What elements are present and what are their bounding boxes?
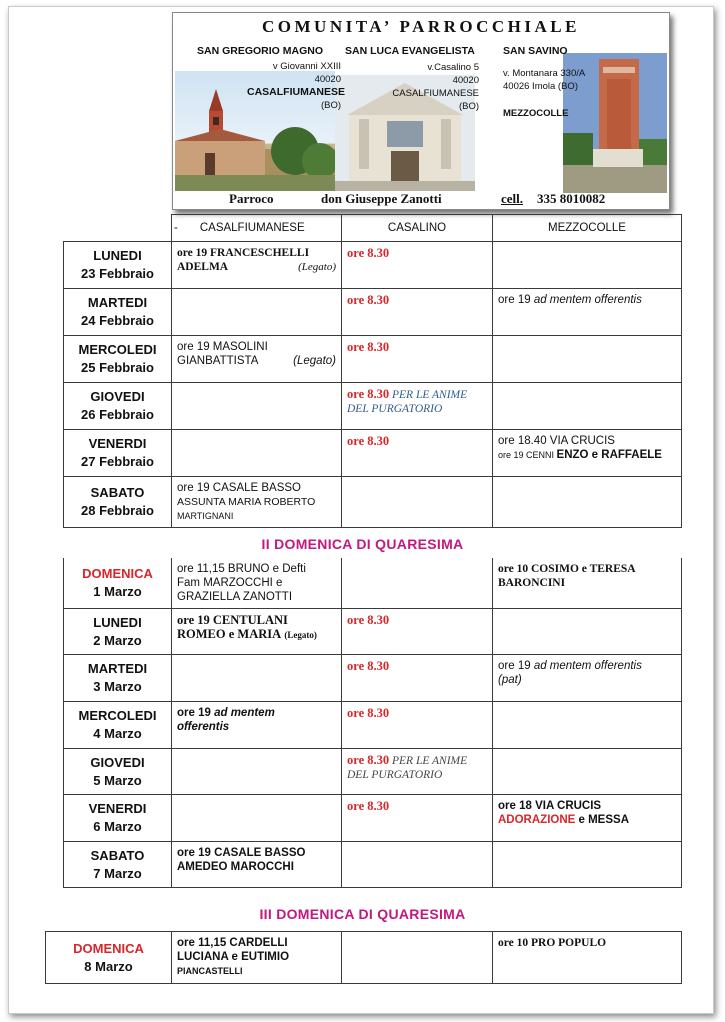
mass-intention: PER LE ANIME [389, 755, 468, 767]
day-cell [64, 430, 172, 477]
legato-note: (Legato) [293, 355, 336, 367]
casalfiumanese-cell [172, 289, 342, 336]
mass-text: MARTIGNANI [177, 511, 234, 521]
day-name: GIOVEDI [90, 754, 145, 770]
header-mezzocolle: MEZZOCOLLE [493, 215, 682, 242]
header-blank-cell [64, 215, 172, 242]
mass-text: ore 19 FRANCESCHELLI [177, 247, 310, 259]
day-cell [64, 609, 172, 655]
mass-text: ore 19 CASALE BASSO [177, 482, 302, 494]
day-name: LUNEDI [93, 614, 142, 630]
casalino-cell [342, 477, 493, 528]
day-name: MARTEDI [87, 295, 148, 310]
header-casalfiumanese [172, 215, 342, 242]
casalino-cell [342, 795, 493, 842]
day-date: 27 Febbraio [81, 454, 154, 469]
mezzocolle-cell [493, 842, 682, 888]
address-line: MEZZOCOLLE [503, 108, 569, 119]
mass-time: ore 19 [177, 707, 215, 719]
casalino-cell [342, 289, 493, 336]
mezzocolle-cell [493, 702, 682, 749]
address-line: (BO) [320, 100, 341, 111]
table-row [64, 430, 682, 477]
mezzocolle-cell [493, 609, 682, 655]
mass-text: ore 11,15 CARDELLI [177, 937, 288, 949]
day-date: 25 Febbraio [81, 360, 154, 375]
church-name-san-luca: SAN LUCA EVANGELISTA [345, 45, 475, 57]
address-line: v. Montanara 330/A [503, 68, 586, 79]
day-name: MERCOLEDI [78, 708, 157, 723]
parroco-name: don Giuseppe Zanotti [321, 191, 442, 206]
day-cell [64, 795, 172, 842]
day-date: 1 Marzo [93, 584, 142, 599]
day-name: DOMENICA [73, 940, 144, 956]
address-line: CASALFIUMANESE [392, 88, 479, 99]
address-line: (BO) [458, 101, 479, 112]
casalfiumanese-cell [172, 477, 342, 528]
church-name-san-savino: SAN SAVINO [503, 45, 568, 57]
mass-time: ore 8.30 [347, 753, 390, 767]
casalfiumanese-cell [172, 242, 342, 289]
mass-text: GRAZIELLA ZANOTTI [177, 591, 293, 603]
day-name: DOMENICA [82, 566, 153, 581]
address-line: 40026 Imola (BO) [503, 81, 578, 92]
mass-text: ore 19 CASALE BASSO [177, 847, 306, 859]
mass-intention: DEL PURGATORIO [347, 769, 443, 781]
day-name: VENERDI [88, 801, 147, 816]
address-line: v.Casalino 5 [427, 62, 479, 73]
header-title: COMUNITA’ PARROCCHIALE [262, 17, 580, 36]
section-title-ii-domenica: II DOMENICA DI QUARESIMA [261, 536, 464, 552]
mass-time: ore 8.30 [347, 659, 390, 673]
table-row [64, 336, 682, 383]
day-date: 24 Febbraio [81, 313, 154, 328]
mass-time: ore 8.30 [347, 613, 390, 627]
table-row-sunday [64, 558, 682, 609]
mass-text: ENZO e RAFFAELE [556, 449, 662, 461]
mass-text: e MESSA [575, 814, 629, 826]
header-dash: - [174, 222, 178, 234]
casalino-cell [342, 702, 493, 749]
casalfiumanese-cell [172, 795, 342, 842]
mass-time: ore 8.30 [347, 293, 390, 307]
casalino-cell [342, 932, 493, 984]
day-name: SABATO [90, 485, 145, 500]
day-cell [64, 558, 172, 609]
table-row [64, 477, 682, 528]
day-date: 2 Marzo [93, 632, 142, 648]
mezzocolle-cell [493, 430, 682, 477]
casalfiumanese-cell [172, 430, 342, 477]
mezzocolle-cell [493, 383, 682, 430]
day-name: SABATO [90, 847, 145, 863]
table-row [64, 609, 682, 655]
mass-time: ore 19 [498, 660, 534, 672]
day-date: 5 Marzo [93, 772, 142, 788]
table-row [64, 749, 682, 795]
address-line: CASALFIUMANESE [247, 86, 346, 98]
legato-note: (Legato) [298, 261, 336, 273]
casalino-cell [342, 336, 493, 383]
table-row [64, 383, 682, 430]
mass-time: ore 19 [498, 294, 534, 306]
day-date: 4 Marzo [93, 726, 142, 741]
mezzocolle-cell [493, 749, 682, 795]
mass-intention: offerentis [177, 721, 230, 733]
mass-text: LUCIANA e EUTIMIO [177, 951, 290, 963]
casalino-cell [342, 383, 493, 430]
day-date: 23 Febbraio [81, 266, 154, 281]
mass-time: ore 8.30 [347, 246, 390, 260]
casalino-cell [342, 749, 493, 795]
day-cell [64, 289, 172, 336]
mass-intention: PER LE ANIME [389, 389, 468, 401]
parroco-label: Parroco [229, 191, 274, 206]
mass-text: ore 19 CENNI [498, 450, 557, 460]
day-cell [64, 477, 172, 528]
day-date: 6 Marzo [93, 819, 142, 834]
mass-intention: (pat) [498, 674, 522, 686]
section-title-iii-domenica: III DOMENICA DI QUARESIMA [259, 906, 466, 922]
legato-note: (Legato) [284, 630, 317, 640]
day-cell [46, 932, 172, 984]
casalfiumanese-cell [172, 842, 342, 888]
mezzocolle-cell [493, 795, 682, 842]
mezzocolle-cell [493, 558, 682, 609]
mass-text: ADORAZIONE [498, 814, 576, 826]
address-san-gregorio [247, 60, 346, 112]
casalfiumanese-cell [172, 558, 342, 609]
mass-text: Fam MARZOCCHI e [177, 577, 283, 589]
parroco-line [173, 189, 669, 211]
day-cell [64, 336, 172, 383]
mass-intention: DEL PURGATORIO [347, 403, 443, 415]
mass-time: ore 8.30 [347, 799, 390, 813]
mass-time: ore 8.30 [347, 706, 390, 720]
mezzocolle-cell [493, 242, 682, 289]
cell-number: 335 8010082 [537, 191, 606, 206]
day-date: 8 Marzo [84, 958, 133, 974]
casalino-cell [342, 609, 493, 655]
mass-intention: ad mentem offerentis [533, 660, 642, 672]
table-row [64, 289, 682, 336]
day-cell [64, 242, 172, 289]
day-cell [64, 655, 172, 702]
mass-time: ore 8.30 [347, 387, 390, 401]
casalfiumanese-cell [172, 702, 342, 749]
table-row [64, 655, 682, 702]
casalino-cell [342, 558, 493, 609]
mass-intention: ad mentem [214, 707, 275, 719]
table-row [64, 842, 682, 888]
day-name: VENERDI [88, 436, 147, 451]
mass-text: ore 10 COSIMO e TERESA [498, 563, 636, 575]
day-date: 3 Marzo [93, 679, 142, 694]
day-date: 7 Marzo [93, 865, 142, 881]
schedule-table-week-2 [63, 558, 682, 888]
casalfiumanese-cell [172, 609, 342, 655]
mass-text: GIANBATTISTA [177, 355, 259, 367]
address-san-luca [383, 61, 479, 113]
mass-text: ore 11,15 BRUNO e Defti [177, 563, 306, 575]
mass-text: ROMEO e MARIA [177, 627, 282, 641]
casalfiumanese-cell [172, 655, 342, 702]
day-cell [64, 383, 172, 430]
day-name: MERCOLEDI [78, 342, 157, 357]
day-name: LUNEDI [93, 248, 142, 263]
table-row [64, 242, 682, 289]
table-row-sunday [46, 932, 682, 984]
mezzocolle-cell [493, 932, 682, 984]
mezzocolle-cell [493, 289, 682, 336]
day-date: 28 Febbraio [81, 503, 154, 518]
schedule-table-sunday [45, 931, 682, 984]
casalfiumanese-cell [172, 336, 342, 383]
mass-text: ore 18 VIA CRUCIS [498, 800, 602, 812]
day-date: 26 Febbraio [81, 407, 154, 422]
mass-text: ASSUNTA MARIA ROBERTO [177, 496, 316, 508]
church-name-san-gregorio: SAN GREGORIO MAGNO [197, 45, 324, 57]
casalino-cell [342, 842, 493, 888]
header-casalino: CASALINO [342, 215, 493, 242]
mass-text: AMEDEO MAROCCHI [177, 861, 294, 873]
casalfiumanese-cell [172, 383, 342, 430]
casalino-cell [342, 242, 493, 289]
address-line: 40020 [452, 75, 479, 86]
mass-text: ore 19 CENTULANI [177, 613, 288, 627]
mass-time: ore 8.30 [347, 340, 390, 354]
casalfiumanese-cell [172, 749, 342, 795]
cell-label: cell. [501, 191, 524, 206]
mass-text: ore 19 MASOLINI [177, 341, 268, 353]
day-cell [64, 702, 172, 749]
day-cell [64, 749, 172, 795]
table-row [64, 795, 682, 842]
mass-text: PIANCASTELLI [177, 966, 243, 976]
mass-text: ADELMA [177, 261, 229, 273]
mass-time: ore 8.30 [347, 434, 390, 448]
address-line: 40020 [314, 74, 341, 85]
day-name: MARTEDI [87, 661, 148, 676]
parish-header [172, 12, 670, 210]
header-casalfiumanese-label: CASALFIUMANESE [199, 222, 305, 234]
mass-text: ore 10 PRO POPULO [498, 937, 607, 949]
table-row [64, 702, 682, 749]
address-san-savino [503, 67, 585, 120]
day-cell [64, 842, 172, 888]
schedule-table-week-1 [63, 214, 682, 528]
table-header-row [64, 215, 682, 242]
day-name: GIOVEDI [90, 389, 145, 404]
mezzocolle-cell [493, 655, 682, 702]
mezzocolle-cell [493, 477, 682, 528]
mass-intention: ad mentem offerentis [533, 294, 642, 306]
casalfiumanese-cell [172, 932, 342, 984]
mass-text: BARONCINI [498, 577, 566, 589]
mezzocolle-cell [493, 336, 682, 383]
mass-text: ore 18.40 VIA CRUCIS [498, 435, 615, 447]
casalino-cell [342, 430, 493, 477]
address-line: v Giovanni XXIII [272, 61, 341, 72]
casalino-cell [342, 655, 493, 702]
